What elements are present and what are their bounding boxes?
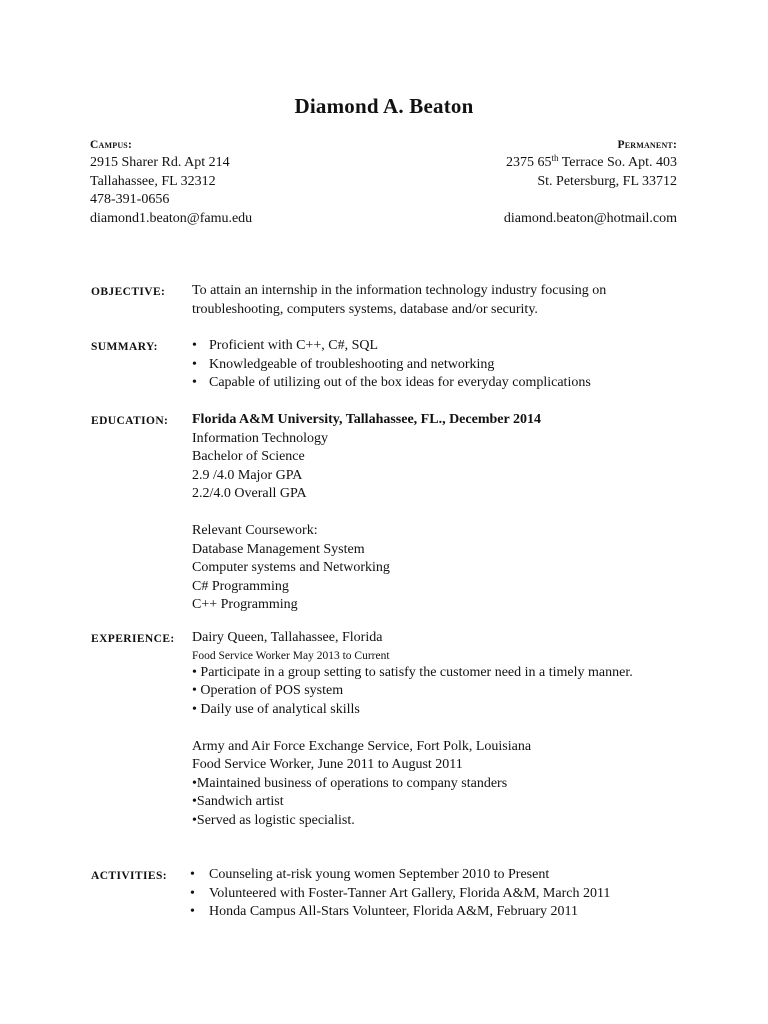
permanent-spacer xyxy=(504,191,677,210)
permanent-address xyxy=(504,136,677,228)
activities-label: ACTIVITIES: xyxy=(91,870,167,882)
job-duty: •Maintained business of operations to company standers xyxy=(192,775,508,791)
course-item: Database Management System xyxy=(192,541,365,557)
experience-label: EXPERIENCE: xyxy=(91,633,175,645)
course-item: C++ Programming xyxy=(192,597,298,612)
education-major-gpa: 2.9 /4.0 Major GPA xyxy=(192,467,303,483)
summary-content xyxy=(192,337,591,393)
summary-item xyxy=(192,356,591,375)
job-duty: •Sandwich artist xyxy=(192,794,284,809)
job-employer: Dairy Queen, Tallahassee, Florida xyxy=(192,630,383,645)
bullet-icon: • xyxy=(190,867,195,882)
bullet-icon: • xyxy=(190,885,195,901)
education-major: Information Technology xyxy=(192,430,329,446)
campus-email: diamond1.beaton@famu.edu xyxy=(90,210,253,226)
experience-content xyxy=(192,629,633,830)
summary-list xyxy=(192,337,591,393)
campus-phone: 478-391-0656 xyxy=(90,192,170,207)
objective-line: To attain an internship in the information technology industry focusing on xyxy=(192,283,607,298)
bullet-icon: • xyxy=(192,375,197,390)
spacer xyxy=(192,504,541,523)
resume-name: Diamond A. Beaton xyxy=(294,94,474,118)
summary-item xyxy=(192,374,591,393)
education-school: Florida A&M University, Tallahassee, FL., December 2014 xyxy=(192,412,541,427)
campus-address xyxy=(90,136,252,228)
activity-item-text: Volunteered with Foster-Tanner Art Gallery, Florida A&M, March 2011 xyxy=(209,885,611,901)
summary-item xyxy=(192,337,591,356)
permanent-street-suffix: th xyxy=(551,153,559,163)
job-duty: • Daily use of analytical skills xyxy=(192,701,360,717)
job-position: Food Service Worker May 2013 to Current xyxy=(192,649,390,662)
education-overall-gpa: 2.2/4.0 Overall GPA xyxy=(192,486,307,501)
summary-item-text: Proficient with C++, C#, SQL xyxy=(209,338,379,353)
permanent-header: Permanent: xyxy=(617,139,677,151)
bullet-icon: • xyxy=(192,356,197,372)
activities-content xyxy=(190,866,610,922)
permanent-street-rest: Terrace So. Apt. 403 xyxy=(558,155,677,170)
education-content xyxy=(192,411,541,615)
summary-item-text: Capable of utilizing out of the box ideas for everyday complications xyxy=(209,375,591,390)
activities-list xyxy=(190,866,610,922)
objective-line: troubleshooting, computers systems, database and/or security. xyxy=(192,301,538,317)
job-employer: Army and Air Force Exchange Service, Fort Polk, Louisiana xyxy=(192,738,532,754)
permanent-email: diamond.beaton@hotmail.com xyxy=(503,210,677,226)
activity-item xyxy=(190,866,610,885)
objective-content xyxy=(192,282,606,319)
activity-item xyxy=(190,903,610,922)
activity-item xyxy=(190,885,610,904)
coursework-header: Relevant Coursework: xyxy=(192,523,318,538)
job-position: Food Service Worker, June 2011 to August 2011 xyxy=(192,757,463,772)
campus-city: Tallahassee, FL 32312 xyxy=(90,173,216,189)
bullet-icon: • xyxy=(190,904,195,919)
activity-item-text: Honda Campus All-Stars Volunteer, Florida A&M, February 2011 xyxy=(209,904,578,919)
course-item: Computer systems and Networking xyxy=(192,560,390,575)
job-duty: •Served as logistic specialist. xyxy=(192,812,355,828)
objective-label: OBJECTIVE: xyxy=(91,286,166,298)
education-label: EDUCATION: xyxy=(91,415,169,427)
education-degree: Bachelor of Science xyxy=(192,449,305,464)
campus-street: 2915 Sharer Rd. Apt 214 xyxy=(90,155,230,170)
activity-item-text: Counseling at-risk young women September 2010 to Present xyxy=(209,867,550,882)
bullet-icon: • xyxy=(192,338,197,353)
summary-item-text: Knowledgeable of troubleshooting and networking xyxy=(209,356,495,372)
campus-header: Campus: xyxy=(90,139,132,151)
permanent-street-number: 2375 65 xyxy=(505,155,552,170)
course-item: C# Programming xyxy=(192,578,289,594)
permanent-street xyxy=(504,154,677,173)
spacer xyxy=(192,719,633,738)
permanent-city: St. Petersburg, FL 33712 xyxy=(537,173,677,189)
job-duty: • Operation of POS system xyxy=(192,683,344,698)
job-duty: • Participate in a group setting to satisfy the customer need in a timely manner. xyxy=(192,664,633,680)
summary-label: SUMMARY: xyxy=(91,341,158,353)
